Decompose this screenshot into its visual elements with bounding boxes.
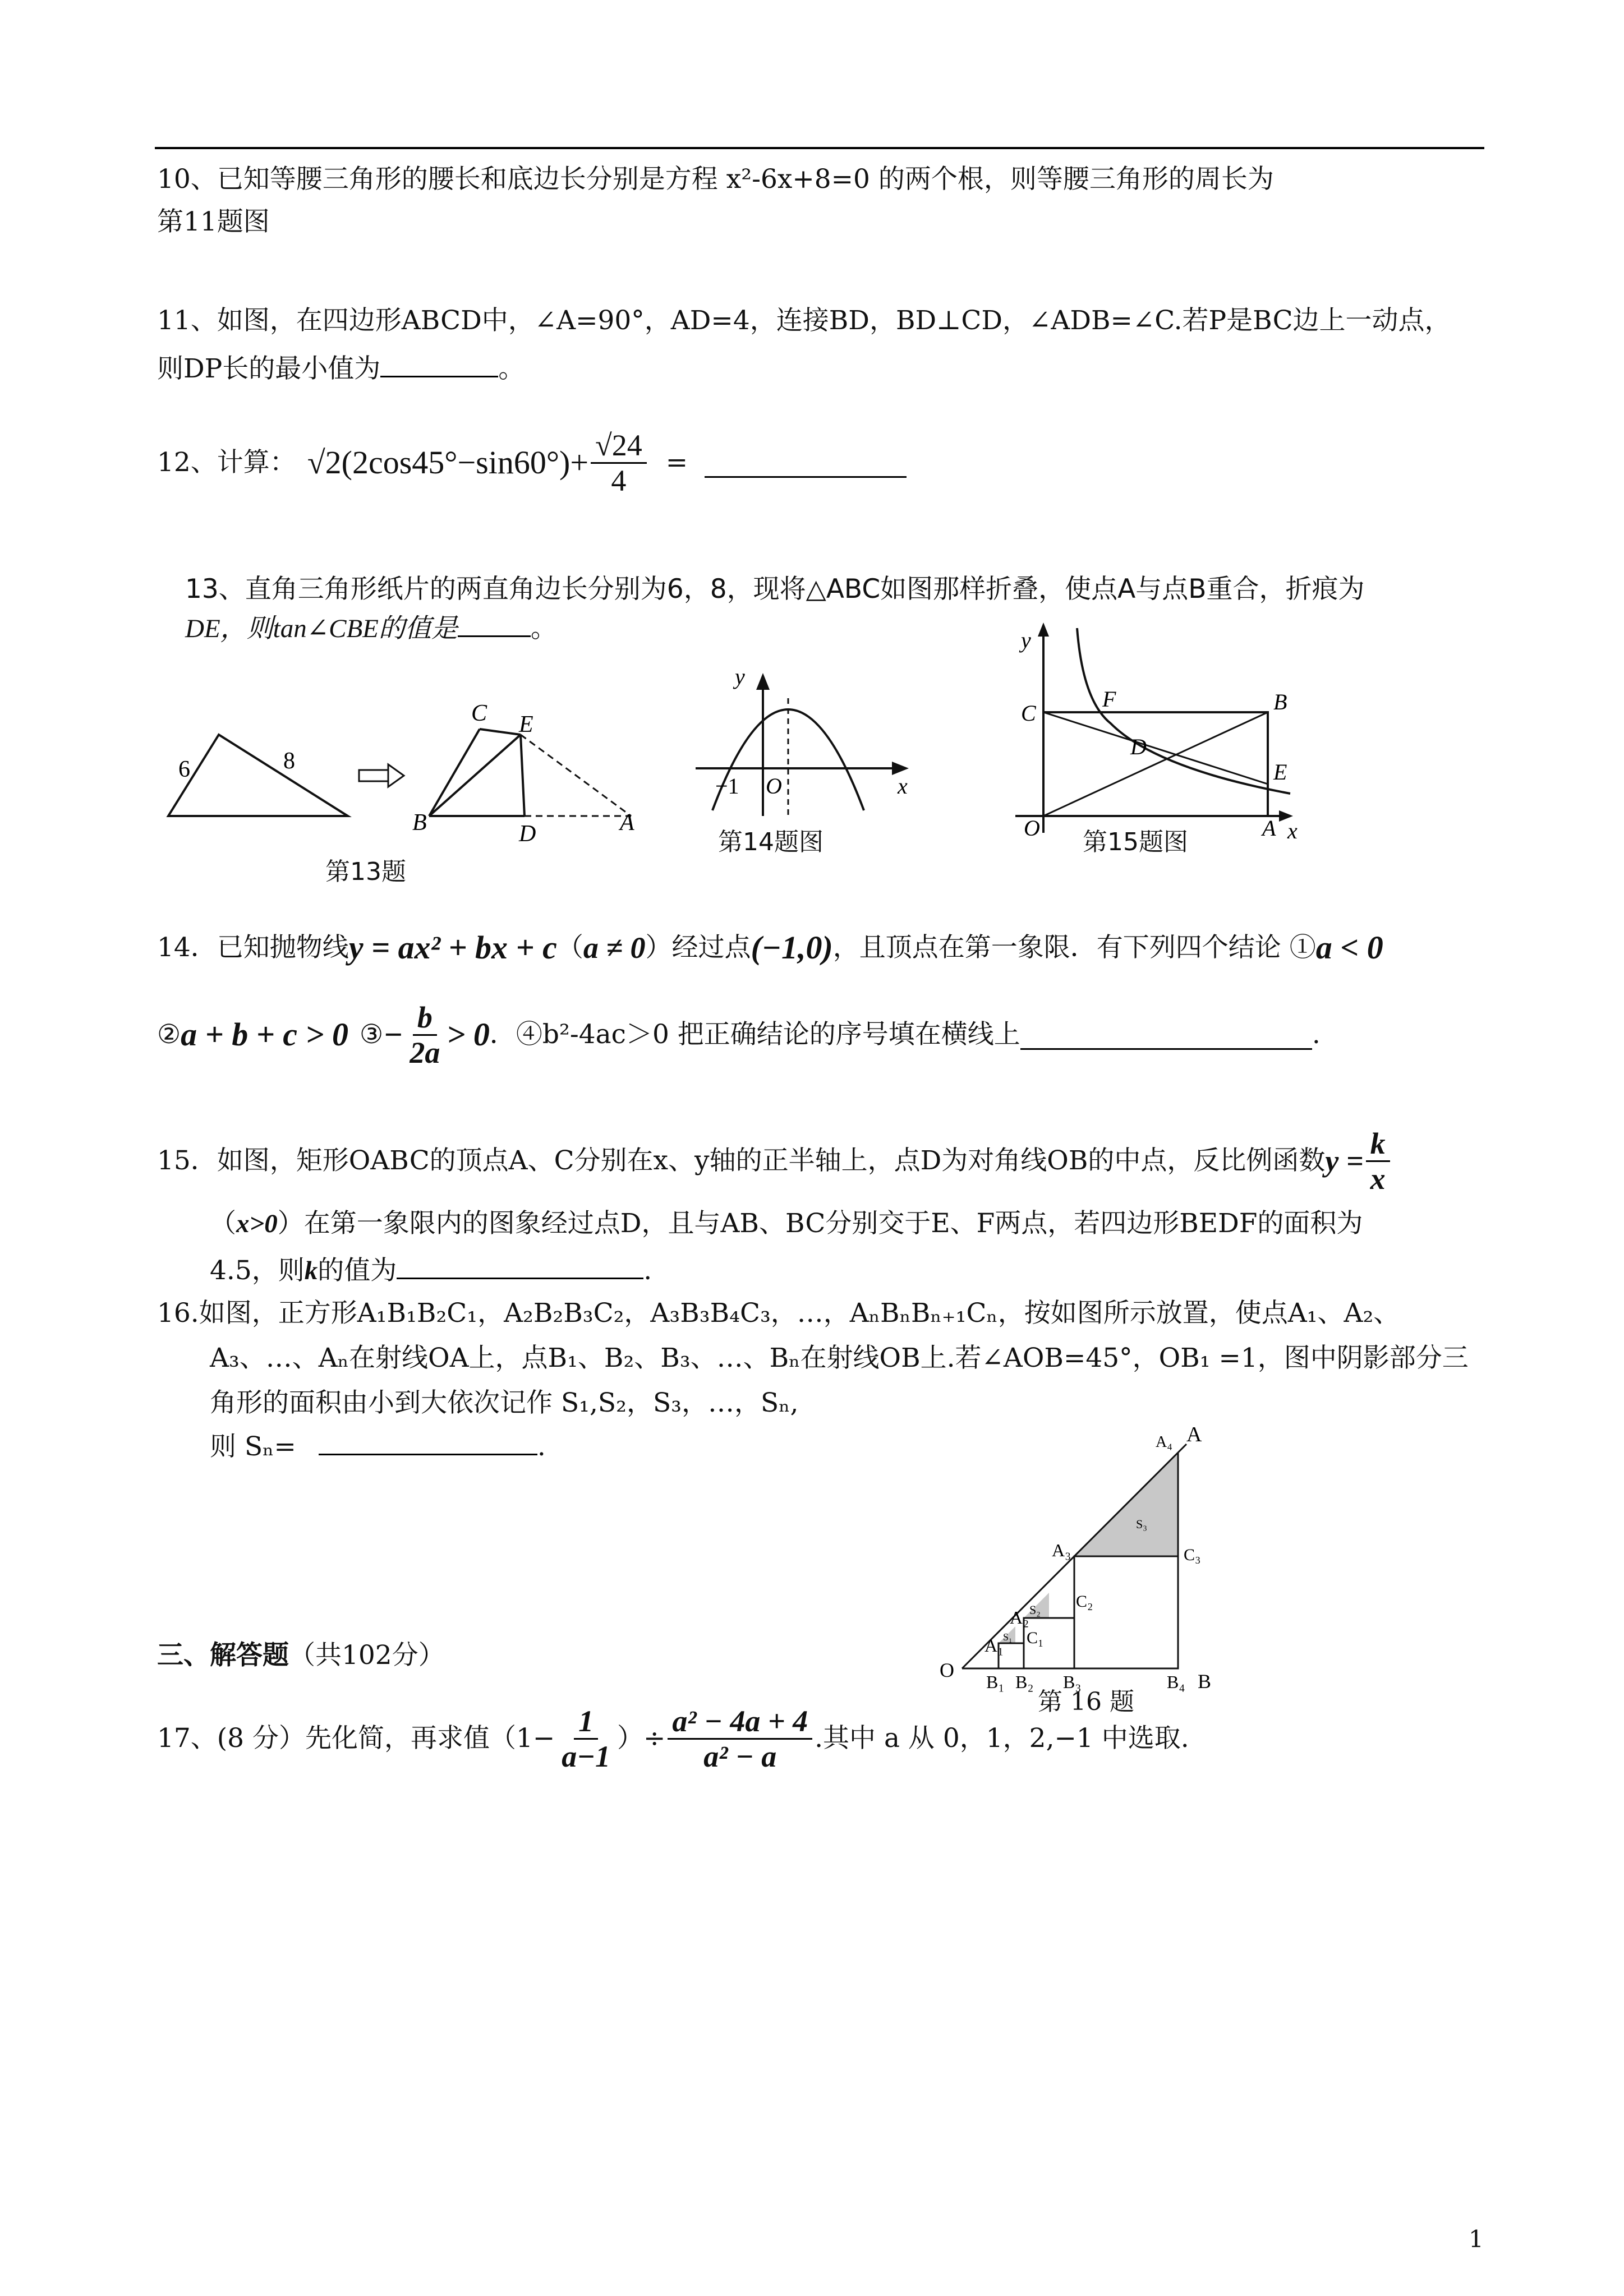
- q17-divide: ）÷: [617, 1723, 666, 1754]
- q14-conclusion-3-tail: > 0: [447, 1016, 490, 1053]
- fig16-label-A1: A₁: [984, 1635, 1004, 1656]
- q15-line3-text-b: 的值为: [318, 1255, 397, 1286]
- fig15-label-x: x: [1287, 818, 1298, 841]
- page-number: 1: [1469, 2225, 1484, 2253]
- q12-equals: =: [665, 447, 688, 478]
- q15-line3-text: 4.5，则: [210, 1255, 305, 1286]
- q16-line3: 角形的面积由小到大依次记作 S₁,S₂，S₃，…，Sₙ,: [210, 1387, 799, 1418]
- fig15-label-A: A: [1262, 815, 1276, 841]
- q16-end: .: [537, 1431, 546, 1462]
- q11-line2: [157, 352, 525, 386]
- fig15-y-arrow-icon: [1038, 623, 1049, 637]
- fig13-label-E: E: [519, 712, 533, 737]
- fig13-label-8: 8: [283, 748, 295, 774]
- section3-title: 三、解答题: [157, 1640, 289, 1671]
- section3-points: （共102分）: [289, 1640, 445, 1671]
- q15-frac-num: k: [1366, 1127, 1390, 1162]
- fig16-label-B: B: [1198, 1670, 1212, 1693]
- q14-point: (−1,0): [751, 929, 833, 966]
- q15-line1: [157, 1127, 1392, 1195]
- fig13-label-A: A: [620, 810, 634, 836]
- header-rule: [155, 147, 1484, 149]
- q14-end: .: [1312, 1019, 1321, 1050]
- q16-sn-label: 则 Sₙ=: [210, 1431, 296, 1462]
- fig16-label-C3: C₃: [1184, 1546, 1201, 1564]
- fig13-label-C: C: [471, 700, 487, 726]
- arrow-icon: [359, 764, 404, 787]
- q15-k: k: [304, 1256, 318, 1285]
- q15-line2-text: ）在第一象限内的图象经过点D，且与AB、BC分别交于E、F两点，若四边形BEDF的面积为: [277, 1208, 1363, 1239]
- figure-14: [690, 665, 926, 822]
- q10-line1: 10、已知等腰三角形的腰长和底边长分别是方程 x²-6x+8=0 的两个根，则等腰三角形的周长为: [157, 164, 1274, 195]
- fig15-caption: 第15题图: [1083, 828, 1188, 856]
- q15-answer-blank[interactable]: [397, 1278, 643, 1279]
- fig16-caption: 第 16 题: [1038, 1688, 1134, 1716]
- q12-frac-num: √24: [591, 428, 647, 464]
- q11-answer-blank[interactable]: [380, 376, 498, 377]
- q14-condition: a ≠ 0: [583, 931, 646, 965]
- fig14-caption: 第14题图: [718, 828, 823, 856]
- q17-fraction-1: [557, 1704, 615, 1773]
- q15-end: .: [643, 1255, 652, 1286]
- q14-circle-3: ③: [360, 1019, 384, 1050]
- fig16-label-S1: S₁: [1003, 1631, 1013, 1643]
- q12-frac-den: 4: [611, 463, 627, 497]
- fig14-label-y: y: [735, 665, 745, 689]
- fig16-label-A4: A₄: [1156, 1433, 1172, 1451]
- q17-f1-num: 1: [574, 1704, 598, 1740]
- q15-line3: [210, 1254, 652, 1288]
- fig16-label-C1: C₁: [1027, 1629, 1044, 1647]
- q15-line1-text: 15．如图，矩形OABC的顶点A、C分别在x、y轴的正半轴上，点D为对角线OB的中点，反比例函数: [157, 1145, 1326, 1176]
- q17-fraction-2: [668, 1704, 812, 1773]
- fig16-square-3: [1074, 1556, 1178, 1668]
- fig16-label-C2: C₂: [1076, 1592, 1093, 1611]
- fig15-label-O: O: [1024, 815, 1040, 841]
- q13-text: [185, 570, 1509, 648]
- q16-line2: A₃、…、Aₙ在射线OA上，点B₁、B₂、B₃、…、Bₙ在射线OB上.若∠AOB=45°，OB₁ =1，图中阴影部分三: [210, 1343, 1469, 1373]
- fig16-label-S3: S₃: [1136, 1517, 1147, 1531]
- q17-f2-den: a² − a: [703, 1739, 777, 1773]
- figure-13: [157, 690, 662, 892]
- q16-line4: [210, 1430, 546, 1464]
- fig16-label-B2: B₂: [1015, 1672, 1034, 1692]
- figure-16: [937, 1413, 1245, 1705]
- q13-line2: [185, 609, 1509, 648]
- fig14-label-neg1: −1: [715, 773, 739, 799]
- fig15-label-C: C: [1021, 700, 1036, 726]
- fig14-y-arrow-icon: [756, 673, 770, 690]
- q14-answer-blank[interactable]: [1020, 1020, 1312, 1050]
- fig16-label-A3: A₃: [1052, 1540, 1071, 1560]
- q14-paren-open: （: [556, 932, 583, 963]
- q17-suffix: .其中 a 从 0，1，2,−1 中选取.: [815, 1723, 1189, 1754]
- q12-fraction: [591, 428, 647, 497]
- fig15-label-B: B: [1273, 689, 1287, 714]
- fig16-label-A: A: [1186, 1423, 1202, 1446]
- q16-answer-blank[interactable]: [319, 1454, 537, 1455]
- q14-text-c: ）经过点: [645, 932, 751, 963]
- q14-line1: [157, 925, 1383, 970]
- q14-circle-2: ②: [157, 1019, 181, 1050]
- q13-answer-blank[interactable]: [458, 635, 531, 637]
- q11-text: 则DP长的最小值为: [157, 353, 381, 384]
- fig13-folded-triangle: [429, 729, 631, 816]
- q14-fraction: [405, 1001, 444, 1069]
- q15-paren: （: [210, 1208, 236, 1239]
- fig14-label-O: O: [766, 773, 782, 799]
- q17-f1-den: a−1: [562, 1739, 611, 1773]
- fig15-label-y: y: [1021, 628, 1031, 653]
- figure-15: [999, 617, 1301, 841]
- fig13-original-triangle: [168, 735, 348, 816]
- q17-f2-num: a² − 4a + 4: [668, 1704, 812, 1740]
- q13-line2-text: DE，则tan∠CBE的值是: [185, 614, 458, 643]
- q12-expression: √2(2cos45°−sin60°)+: [307, 444, 589, 481]
- q14-line2: [157, 998, 1321, 1071]
- q17-line: [157, 1702, 1189, 1775]
- q13-line2-end: 。: [530, 613, 557, 644]
- fig14-label-x: x: [898, 773, 908, 799]
- fig13-caption: 第13题: [325, 857, 406, 886]
- fig15-label-D: D: [1130, 734, 1147, 759]
- fig15-segment-CE: [1043, 712, 1268, 784]
- q14-line2-text: ．④b²-4ac＞0 把正确结论的序号填在横线上: [489, 1019, 1020, 1050]
- q14-conclusion-2: a + b + c > 0: [181, 1016, 349, 1053]
- fig13-label-D: D: [519, 821, 536, 847]
- q15-func-lhs: y =: [1325, 1144, 1364, 1178]
- q10-line2: 第11题图: [157, 206, 270, 237]
- fig15-label-E: E: [1273, 759, 1287, 785]
- q15-condition: x>0: [236, 1209, 278, 1238]
- fig15-label-F: F: [1102, 686, 1116, 712]
- q15-fraction: [1366, 1127, 1390, 1196]
- q14-text-a: 14．已知抛物线: [157, 932, 349, 963]
- q15-frac-den: x: [1370, 1161, 1386, 1196]
- q15-line2: [210, 1207, 1363, 1241]
- fig13-label-B: B: [412, 810, 427, 836]
- q14-text-d: ，且顶点在第一象限．有下列四个结论 ①: [832, 932, 1316, 963]
- q14-frac-num: b: [413, 1001, 437, 1036]
- fig16-label-B1: B₁: [986, 1672, 1005, 1692]
- q14-parabola-expr: y = ax² + bx + c: [348, 929, 557, 966]
- fig16-label-A2: A₂: [1010, 1607, 1029, 1628]
- fig16-label-O: O: [940, 1659, 954, 1681]
- q13-line1: 13、直角三角形纸片的两直角边长分别为6，8，现将△ABC如图那样折叠，使点A与点B重合，折痕为: [185, 574, 1365, 605]
- q12-line: [157, 428, 907, 497]
- fig13-label-6: 6: [178, 757, 190, 782]
- q16-line1: 16.如图，正方形A₁B₁B₂C₁，A₂B₂B₃C₂，A₃B₃B₄C₃，…，AₙBₙBₙ₊₁Cₙ，按如图所示放置，使点A₁、A₂、: [157, 1298, 1400, 1329]
- q14-conclusion-1: a < 0: [1315, 929, 1383, 966]
- q17-prefix: 17、(8 分）先化简，再求值（1−: [157, 1723, 555, 1754]
- q12-prefix: 12、计算：: [157, 447, 296, 478]
- section3-heading: [157, 1639, 445, 1672]
- q14-minus: −: [383, 1016, 403, 1053]
- q12-answer-blank[interactable]: [705, 448, 907, 478]
- fig16-label-S2: S₂: [1029, 1603, 1041, 1617]
- q11-end: 。: [498, 353, 525, 384]
- fig16-label-B4: B₄: [1167, 1672, 1185, 1692]
- q11-line1: 11、如图，在四边形ABCD中，∠A=90°，AD=4，连接BD，BD⊥CD，∠ADB=∠C.若P是BC边上一动点，: [157, 305, 1451, 336]
- q14-frac-den: 2a: [410, 1035, 440, 1069]
- fig16-label-B3: B₃: [1063, 1672, 1082, 1692]
- fig15-diagonal-OB: [1043, 712, 1268, 816]
